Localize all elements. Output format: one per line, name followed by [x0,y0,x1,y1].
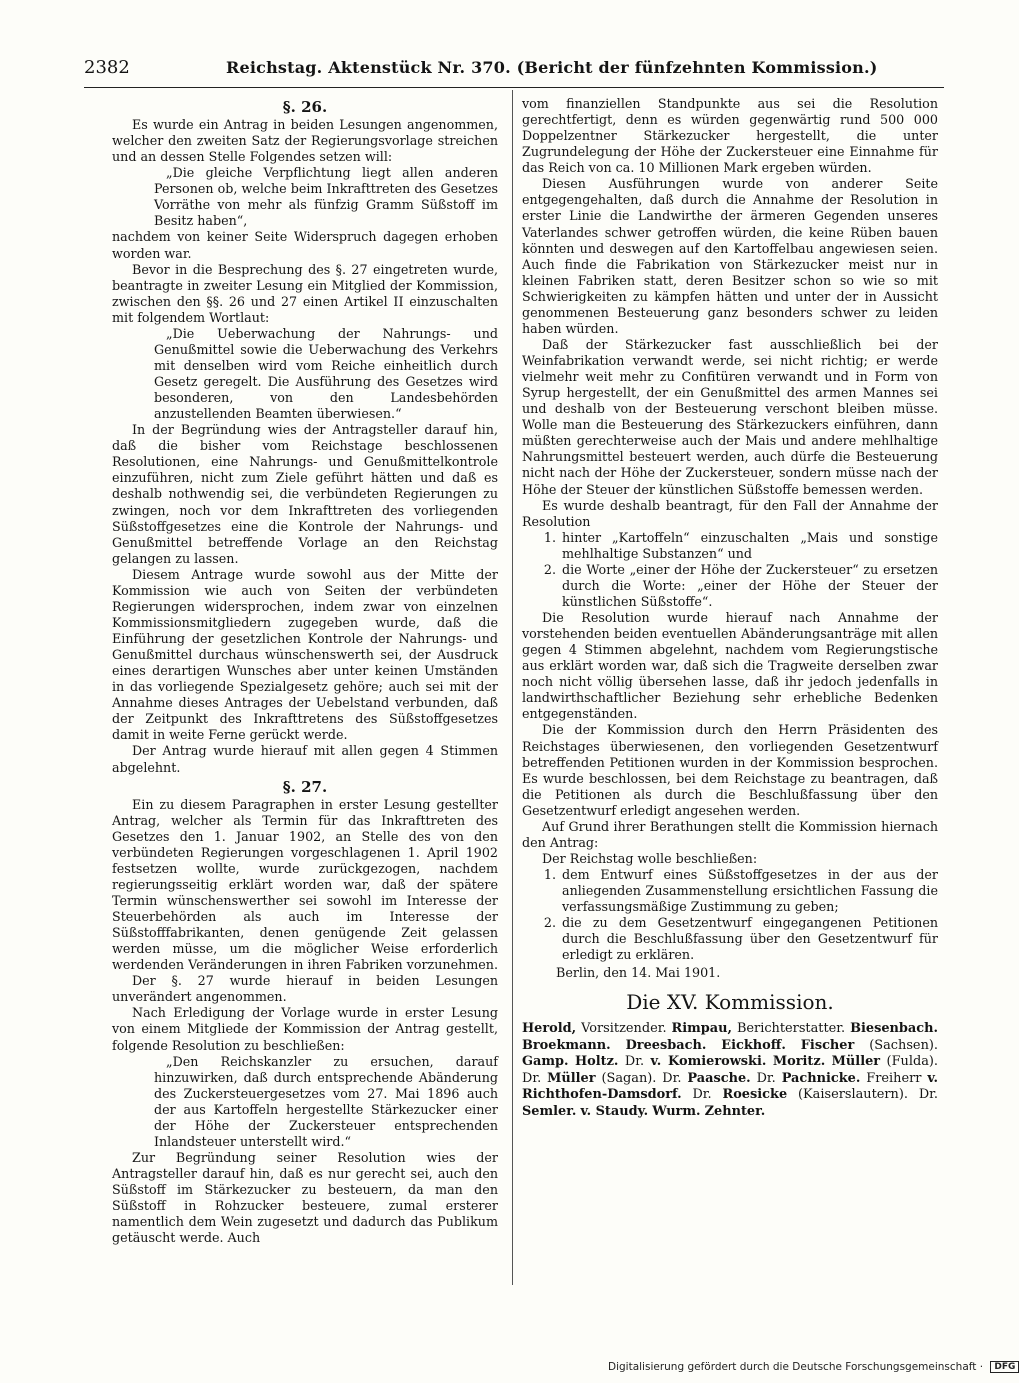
paragraph: Der Antrag wurde hierauf mit allen gegen 4 Stimmen abgelehnt. [112,743,498,775]
footer [608,1361,1019,1373]
member-name: Müller [831,1054,881,1070]
member-note: Dr. [750,1070,782,1086]
paragraph: Die der Kommission durch den Herrn Präsidenten des Reichstages überwiesenen, den vorliegenden Gesetzentwurf betreffenden Petitionen wurden in der Kommission besprochen. Es wurde beschlossen, bei dem Reichstage zu beantragen, daß die Petitionen als durch die Beschlußfassung über den Gesetzentwurf erledigt angesehen werden. [522,722,938,818]
paragraph: Nach Erledigung der Vorlage wurde in erster Lesung von einem Mitgliede der Kommission der Antrag gestellt, folgende Resolution zu beschließen: [112,1005,498,1053]
member-note: Dr. [618,1054,651,1070]
section-heading-27: §. 27. [282,777,328,796]
list-item [522,562,938,610]
member-note: Berichterstatter. [731,1021,851,1037]
quote: „Den Reichskanzler zu ersuchen, darauf hinzuwirken, daß durch entsprechende Abänderung des Zuckersteuergesetzes vom 27. Mai 1896 auch der aus Kartoffeln hergestellte Stärkezucker einer der Höhe der Zuckersteuer entsprechenden Inlandsteuer unterstellt wird.“ [154,1053,498,1149]
member-note [611,1038,626,1053]
list-item [522,867,938,915]
member-name: v. Richthofen-Damsdorf. [522,1070,939,1103]
commission-title: Die XV. Kommission. [626,990,834,1015]
paragraph: Es wurde ein Antrag in beiden Lesungen angenommen, welcher den zweiten Satz der Regierungsvorlage streichen und an dessen Stelle Folgendes setzen will: [112,117,498,165]
date-line: Berlin, den 14. Mai 1901. [556,965,721,981]
running-title: Reichstag. Aktenstück Nr. 370. (Bericht der fünfzehnten Kommission.) [226,58,878,77]
member-name: Wurm. [652,1103,701,1119]
member-name: Gamp. [522,1054,569,1070]
list-text: dem Entwurf eines Süßstoffgesetzes in der aus der anliegenden Zusammenstellung ersichtlichen Fassung die verfassungsmäßige Zustimmung zu geben; [562,867,938,915]
list-item [522,530,938,562]
column-divider [512,90,513,1285]
member-name: v. Komierowski. [650,1054,767,1070]
paragraph: Auf Grund ihrer Berathungen stellt die Kommission hiernach den Antrag: [522,818,938,850]
member-note: (Fulda). Dr. [522,1054,939,1086]
paragraph: Diesen Ausführungen wurde von anderer Seite entgegengehalten, daß durch die Annahme der Resolution in erster Linie die Landwirthe der ärmeren Gegenden unseres Vaterlandes schwer getroffen würden, die keine Rüben bauen könnten und deswegen auf den Kartoffelbau angewiesen seien. Auch finde die Fabrikation von Stärkezucker meist nur in kleinen Fabriken statt, deren Besitzer schon so wie so mit Schwierigkeiten zu kämpfen hätten und unter der in Aussicht genommenen Besteuerung ganz besonders schwer zu leiden haben würden. [522,176,938,336]
paragraph: Daß der Stärkezucker fast ausschließlich bei der Weinfabrikation verwandt werde, sei nicht richtig; er werde vielmehr weit mehr zu Confitüren verwandt und in Form von Syrup hergestellt, der ein Genußmittel des armen Mannes sei und deshalb von der Besteuerung verschont bleiben müsse. Wolle man die Besteuerung des Stärkezuckers einführen, dann müßten gerechterweise auch der Mais und andere mehlhaltige Nahrungsmittel besteuert werden, auch dürfe die Besteuerung nicht nach der Höhe der Zuckersteuer, sondern müsse nach der Höhe der Steuer der künstlichen Süßstoffe bemessen werden. [522,336,938,497]
list-number: 2. [543,561,556,577]
page-number: 2382 [84,57,130,78]
paragraph: Es wurde deshalb beantragt, für den Fall der Annahme der Resolution [522,497,938,529]
member-name: Biesenbach. [850,1021,938,1037]
member-note: Freiherr [860,1070,928,1086]
member-name: Moritz. [772,1054,826,1070]
member-note: (Sachsen). [854,1037,938,1053]
paragraph: Der Reichstag wolle beschließen: [542,850,758,866]
member-name: Dreesbach. [625,1037,707,1053]
member-name: v. Staudy. [580,1103,649,1119]
list-text: die zu dem Gesetzentwurf eingegangenen Petitionen durch die Beschlußfassung über den Gesetzentwurf für erledigt zu erklären. [562,915,938,963]
member-note: Dr. [681,1087,723,1103]
quote: „Die gleiche Verpflichtung liegt allen anderen Personen ob, welche beim Inkrafttreten des Gesetzes Vorräthe von mehr als fünfzig Gramm Süßstoff im Besitz haben“, [154,165,498,229]
member-name: Paasche. [687,1070,751,1086]
member-name: Roesicke [722,1087,788,1103]
paragraph: Der §. 27 wurde hierauf in beiden Lesungen unverändert angenommen. [112,973,498,1005]
member-name: Pachnicke. [781,1070,861,1086]
paragraph: In der Begründung wies der Antragsteller darauf hin, daß die bisher vom Reichstage beschlossenen Resolutionen, eine Nahrungs- und Genußmittelkontrole einzuführen, nicht zum Ziele geführt hätten und daß es deshalb nothwendig sei, die verbündeten Regierungen zu zwingen, noch vor dem Inkrafttreten des vorliegenden Süßstoffgesetzes eine die Kontrole der Nahrungs- und Genußmittel betreffende Vorlage an den Reichstag gelangen zu lassen. [112,422,498,566]
member-note: (Sagan). Dr. [595,1070,688,1086]
member-name: Eickhoff. [721,1037,786,1053]
member-name: Zehnter. [704,1103,766,1119]
paragraph: nachdem von keiner Seite Widerspruch dagegen erhoben worden war. [112,229,498,261]
paragraph: Diesem Antrage wurde sowohl aus der Mitte der Kommission wie auch von Seiten der verbündeten Regierungen widersprochen, indem zwar von einzelnen Kommissionsmitgliedern zugegeben wurde, daß die Einführung der gesetzlichen Kontrole der Nahrungs- und Genußmittel durchaus wünschenswerth sei, der Ausdruck eines derartigen Wunsches aber unter keinen Umständen in das vorliegende Spezialgesetz gehöre; auch sei mit der Annahme dieses Antrages der Uebelstand verbunden, daß der Zeitpunkt des Inkrafttretens des Süßstoffgesetzes damit in weite Ferne gerückt werde. [112,566,498,743]
list-number: 1. [543,529,556,545]
member-name: Herold, [522,1021,577,1037]
list-text: hinter „Kartoffeln“ einzuschalten „Mais und sonstige mehlhaltige Substanzen“ und [562,529,938,561]
list-text: die Worte „einer der Höhe der Zuckersteuer“ zu ersetzen durch die Worte: „einer der Höhe der Steuer der künstlichen Süßstoffe“. [562,561,938,609]
member-note [786,1038,801,1053]
dfg-logo: DFG [990,1361,1019,1373]
member-name: Semler. [522,1103,577,1119]
list-number: 2. [543,915,556,931]
paragraph: Bevor in die Besprechung des §. 27 eingetreten wurde, beantragte in zweiter Lesung ein Mitglied der Kommission, zwischen den §§. 26 und 27 einen Artikel II einzuschalten mit folgendem Wortlaut: [112,261,498,325]
quote: „Die Ueberwachung der Nahrungs- und Genußmittel sowie die Ueberwachung des Verkehrs mit denselben wird vom Reiche einheitlich durch Gesetz geregelt. Die Ausführung des Gesetzes wird besonderen, von den Landesbehörden anzustellenden Beamten überwiesen.“ [154,325,498,422]
section-heading-26: §. 26. [282,98,328,116]
member-name: Müller [547,1070,596,1086]
list-item [522,915,938,963]
member-name: Broekmann. [522,1037,611,1053]
page-header [84,53,944,88]
member-note: (Kaiserslautern). Dr. [787,1087,939,1103]
left-column [112,96,498,1246]
member-name: Rimpau, [671,1021,732,1037]
member-note: Vorsitzender. [576,1021,672,1037]
member-name: Fischer [800,1037,855,1053]
paragraph: vom finanziellen Standpunkte aus sei die Resolution gerechtfertigt, denn es würden gegenwärtig rund 500 000 Doppelzentner Stärkezucker hergestellt, die unter Zugrundelegung der Höhe der Zuckersteuer eine Einnahme für das Reich von ca. 10 Millionen Mark ergeben würden. [522,96,938,176]
paragraph: Ein zu diesem Paragraphen in erster Lesung gestellter Antrag, welcher als Termin für das Inkrafttreten des Gesetzes den 1. Januar 1902, an Stelle des von den verbündeten Regierungen vorgeschlagenen 1. April 1902 festsetzen wollte, wurde zurückgezogen, nachdem regierungsseitig erklärt worden war, daß der spätere Termin wünschenswerther sei sowohl im Interesse der Steuerbehörden als auch im Interesse der Süßstofffabrikanten, denen genügende Zeit gelassen werden müsse, um die möglicher Weise erforderlich werdenden Veränderungen in ihren Fabriken vorzunehmen. [112,796,498,973]
footer-text: Digitalisierung gefördert durch die Deutsche Forschungsgemeinschaft · [608,1361,984,1373]
right-column [522,96,938,1120]
paragraph: Die Resolution wurde hierauf nach Annahme der vorstehenden beiden eventuellen Abänderungsanträge mit allen gegen 4 Stimmen abgelehnt, nachdem vom Regierungstische aus erklärt worden war, daß sich die Tragweite derselben zwar noch nicht völlig übersehen lasse, daß ihr jedoch jedenfalls in landwirthschaftlicher Beziehung sehr erhebliche Bedenken entgegenständen. [522,610,938,722]
paragraph: Zur Begründung seiner Resolution wies der Antragsteller darauf hin, daß es nur gerecht sei, auch den Süßstoff im Stärkezucker zu besteuern, da man den Süßstoff in Rohzucker besteuere, zumal ersterer namentlich dem Wein zugesetzt und dadurch das Publikum getäuscht werde. Auch [112,1149,498,1246]
commission-members [522,1021,938,1120]
member-note [706,1038,721,1053]
list-number: 1. [543,867,556,882]
member-name: Holtz. [574,1054,619,1070]
